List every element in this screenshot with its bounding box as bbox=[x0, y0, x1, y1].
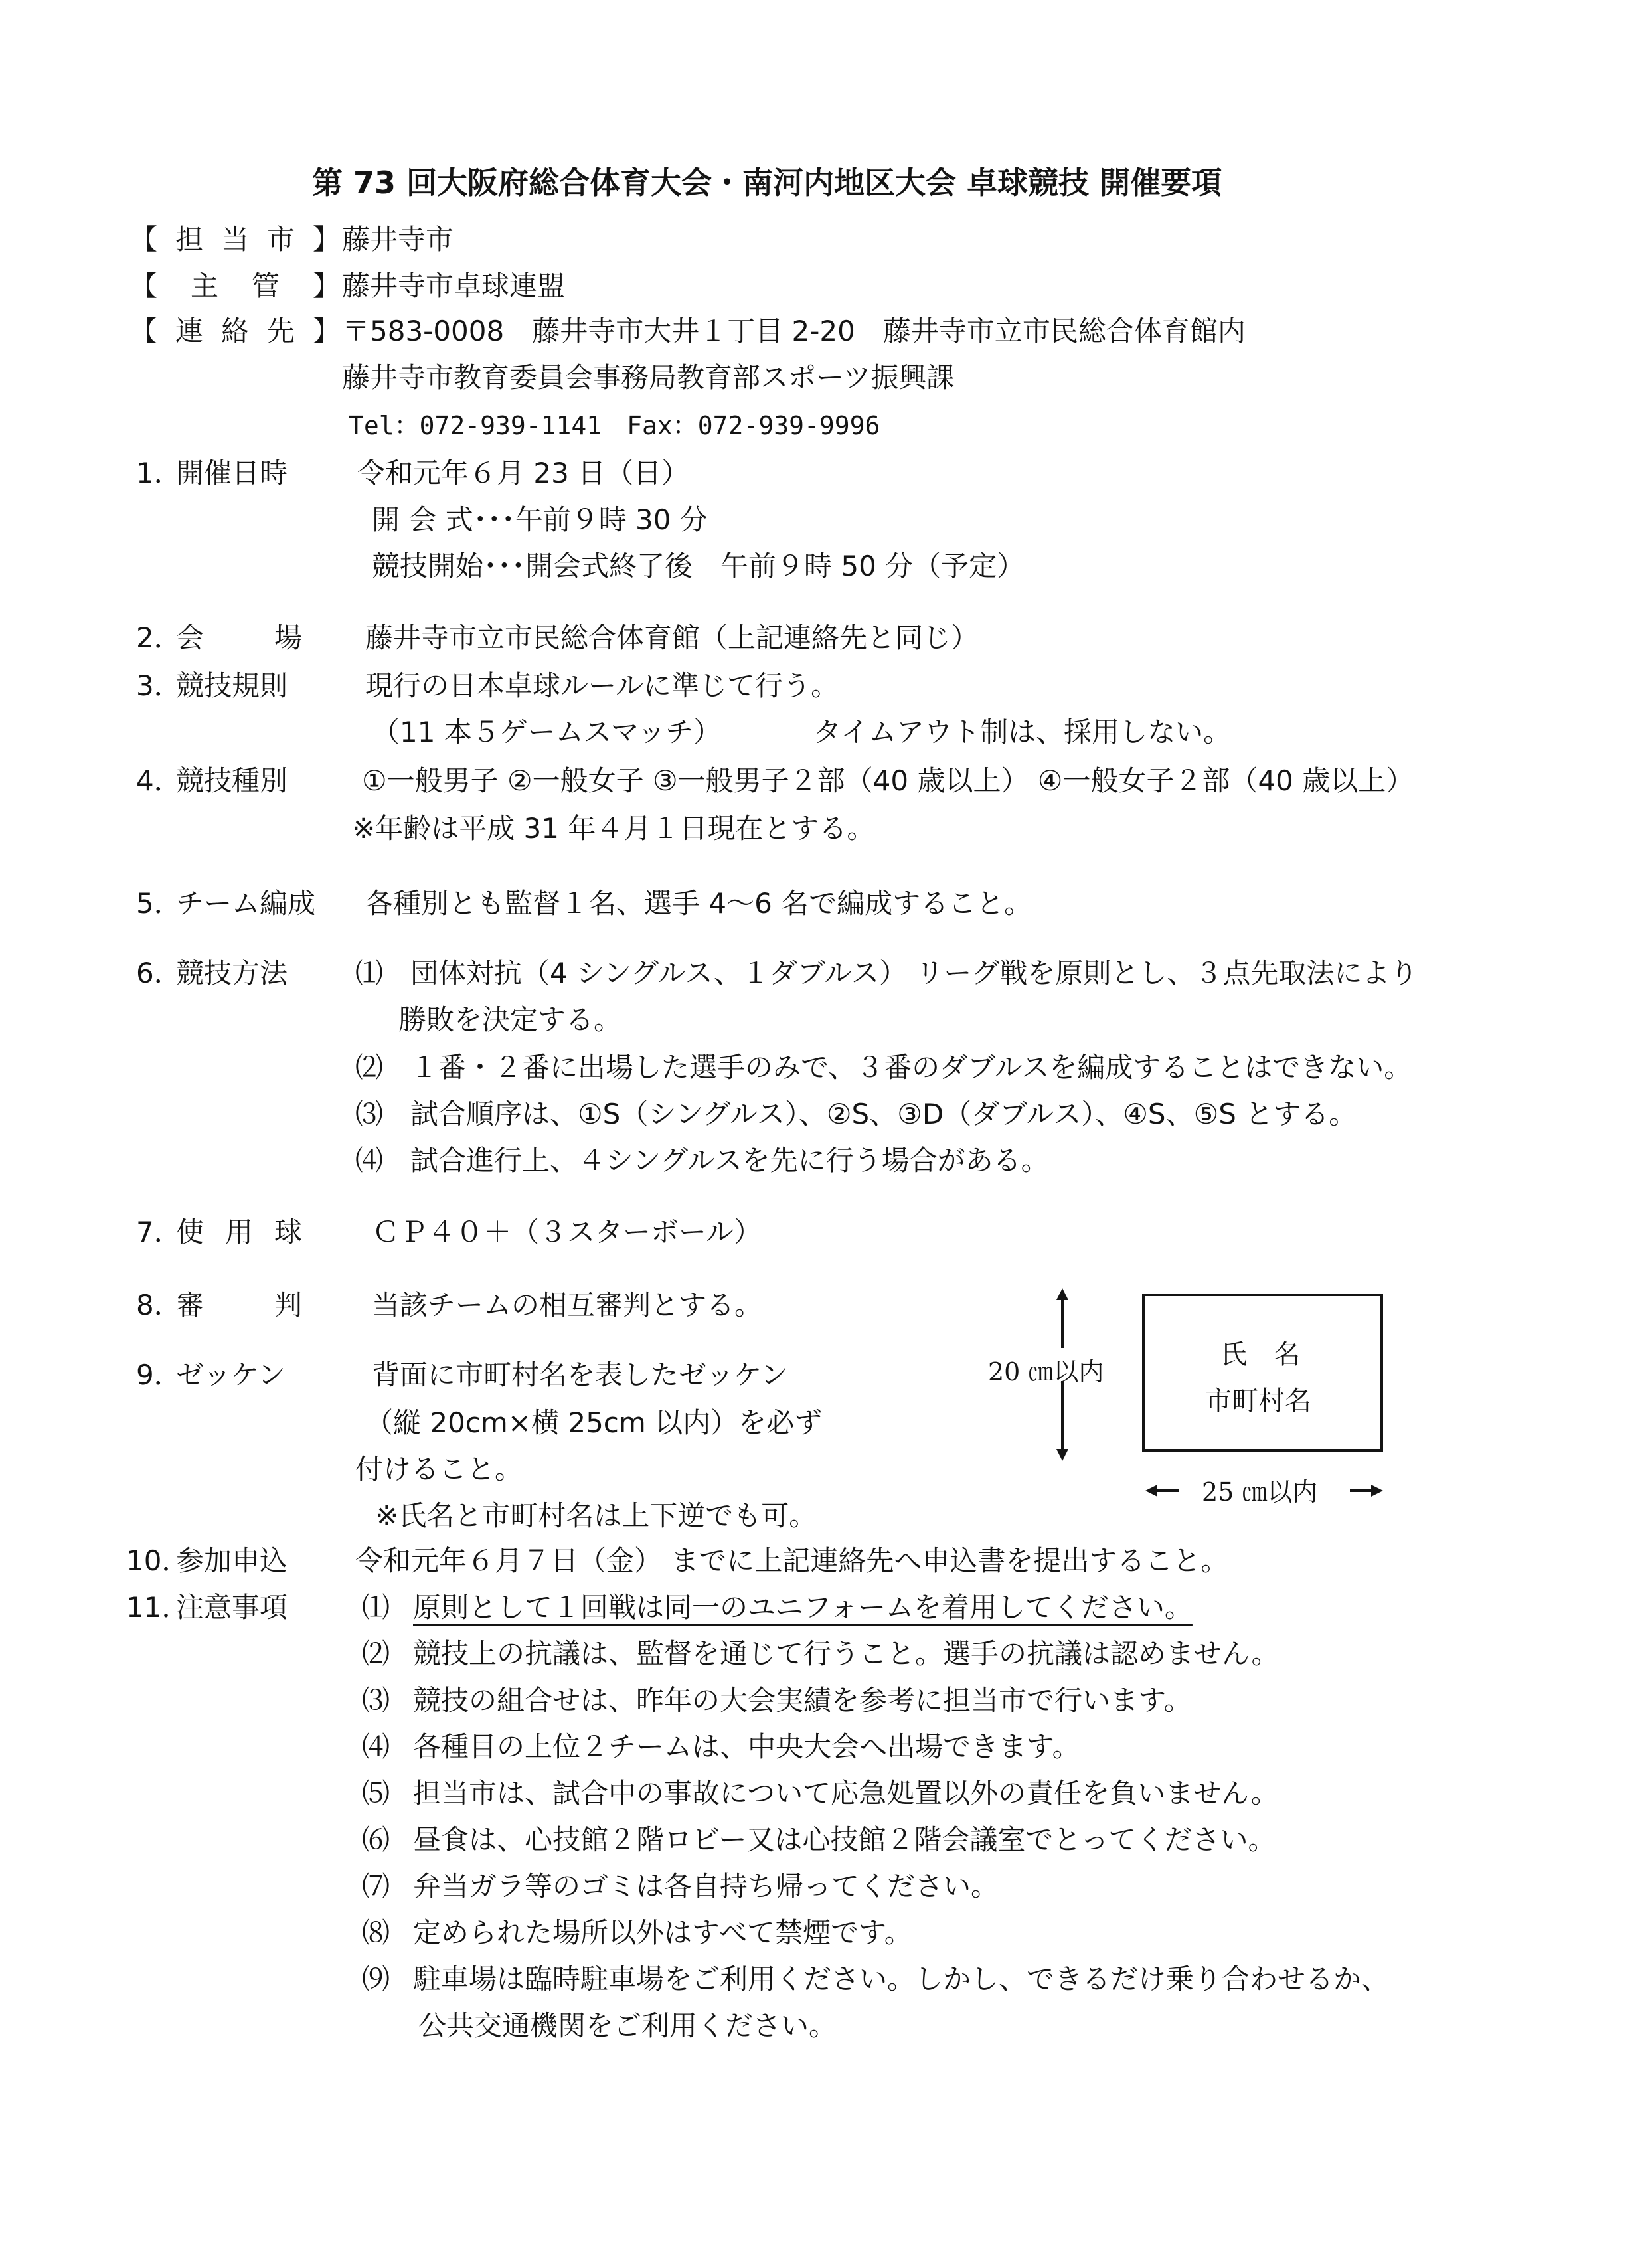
contact-phone: Tel：072-939-1141 Fax：072-939-9996 bbox=[349, 411, 880, 440]
item-1-date: 令和元年６月 23 日（日） bbox=[357, 457, 690, 489]
item-9-label: ゼッケン bbox=[176, 1359, 286, 1391]
contact-label: 【 連 絡 先 】 bbox=[129, 315, 341, 347]
item-3-text: 現行の日本卓球ルールに準じて行う。 bbox=[365, 669, 839, 702]
item-11-list-text: 競技の組合せは、昨年の大会実績を参考に担当市で行います。 bbox=[413, 1684, 1192, 1716]
item-10-text: 令和元年６月７日（金） までに上記連絡先へ申込書を提出すること。 bbox=[355, 1545, 1229, 1577]
item-2-number: 2． bbox=[136, 622, 182, 654]
item-11-number: 11． bbox=[126, 1591, 190, 1624]
item-6-list-text: １番・２番に出場した選手のみで、３番のダブルスを編成することはできない。 bbox=[410, 1051, 1412, 1084]
item-9-line3: 付けること。 bbox=[355, 1453, 523, 1485]
contact-dept: 藤井寺市教育委員会事務局教育部スポーツ振興課 bbox=[342, 361, 955, 394]
width-arrow-left bbox=[1145, 1481, 1185, 1501]
item-11-list-text: 担当市は、試合中の事故について応急処置以外の責任を負いません。 bbox=[413, 1777, 1279, 1809]
item-6-list-num: ⑷ bbox=[355, 1144, 384, 1177]
item-11-list-num: ⑸ bbox=[362, 1777, 390, 1809]
item-11-list-text: 各種目の上位２チームは、中央大会へ出場できます。 bbox=[413, 1730, 1080, 1763]
item-11-list-num: ⑶ bbox=[362, 1684, 390, 1716]
item-3-number: 3． bbox=[136, 669, 182, 702]
item-7-ball: ＣＰ４０＋（３スターボール） bbox=[372, 1216, 762, 1248]
item-6-list-text: 試合順序は、①S（シングルス）、②S、③D（ダブルス）、④S、⑤S とする。 bbox=[410, 1098, 1357, 1130]
item-11-list-num: ⑻ bbox=[362, 1916, 390, 1949]
bib-box bbox=[1142, 1294, 1383, 1452]
item-9-number: 9． bbox=[136, 1359, 182, 1391]
item-9-note: ※氏名と市町村名は上下逆でも可。 bbox=[375, 1499, 817, 1532]
item-11-list-text: 競技上の抗議は、監督を通じて行うこと。選手の抗議は認めません。 bbox=[413, 1637, 1280, 1670]
item-1-start: 競技開始･･･開会式終了後 午前９時 50 分（予定） bbox=[372, 550, 1025, 582]
item-6-label: 競技方法 bbox=[176, 957, 288, 989]
host-value: 藤井寺市 bbox=[342, 223, 454, 256]
item-2-venue: 藤井寺市立市民総合体育館（上記連絡先と同じ） bbox=[365, 622, 979, 654]
item-11-list-num: ⑷ bbox=[362, 1730, 390, 1763]
item-8-label: 審 判 bbox=[176, 1289, 302, 1321]
item-4-label: 競技種別 bbox=[176, 764, 288, 797]
item-11-list-text: 弁当ガラ等のゴミは各自持ち帰ってください。 bbox=[413, 1870, 999, 1902]
item-4-note: ※年齢は平成 31 年４月１日現在とする。 bbox=[352, 812, 875, 845]
item-1-label: 開催日時 bbox=[176, 457, 288, 489]
item-10-number: 10． bbox=[126, 1545, 190, 1577]
item-3-sub2: タイムアウト制は、採用しない。 bbox=[813, 716, 1232, 748]
item-5-text: 各種別とも監督１名、選手 4～6 名で編成すること。 bbox=[365, 887, 1032, 920]
item-8-number: 8． bbox=[136, 1289, 182, 1321]
item-4-categories: ①一般男子 ②一般女子 ③一般男子２部（40 歳以上） ④一般女子２部（40 歳以上） bbox=[362, 764, 1414, 797]
item-6-list-text: 試合進行上、４シングルスを先に行う場合がある。 bbox=[410, 1144, 1049, 1177]
item-11-list-text: 駐車場は臨時駐車場をご利用ください。しかし、できるだけ乗り合わせるか、 bbox=[413, 1963, 1390, 1995]
item-11-list-num: ⑹ bbox=[362, 1823, 390, 1856]
item-6-list-num: ⑴ bbox=[355, 957, 384, 989]
height-label: 20 ㎝以内 bbox=[988, 1357, 1104, 1386]
item-1-ceremony: 開 会 式･･･午前９時 30 分 bbox=[372, 503, 708, 536]
item-8-text: 当該チームの相互審判とする。 bbox=[372, 1289, 763, 1321]
item-6-number: 6． bbox=[136, 957, 182, 989]
item-1-number: 1． bbox=[136, 457, 182, 489]
item-3-sub1: （11 本５ゲームスマッチ） bbox=[372, 716, 722, 748]
organizer-label: 【 主 管 】 bbox=[129, 270, 341, 302]
item-6-list-text: 団体対抗（4 シングルス、１ダブルス） リーグ戦を原則とし、３点先取法により bbox=[410, 957, 1418, 989]
item-2-label: 会 場 bbox=[176, 622, 302, 654]
document-title: 第 73 回大阪府総合体育大会・南河内地区大会 卓球競技 開催要項 bbox=[312, 165, 1222, 201]
item-5-label: チーム編成 bbox=[176, 887, 316, 920]
item-11-list-num: ⑺ bbox=[362, 1870, 390, 1902]
width-label: 25 ㎝以内 bbox=[1202, 1477, 1318, 1507]
item-11-list-num: ⑴ bbox=[362, 1591, 390, 1624]
item-6-list-num: ⑶ bbox=[355, 1098, 384, 1130]
item-6-list-num: ⑵ bbox=[355, 1051, 384, 1084]
item-11-list-num: ⑵ bbox=[362, 1637, 390, 1670]
bib-city-text: 市町村名 bbox=[1205, 1386, 1311, 1416]
contact-address: 〒583-0008 藤井寺市大井１丁目 2-20 藤井寺市立市民総合体育館内 bbox=[342, 315, 1246, 347]
bib-name-text: 氏 名 bbox=[1220, 1339, 1300, 1370]
width-arrow-right bbox=[1345, 1481, 1384, 1501]
item-11-list-text: 昼食は、心技館２階ロビー又は心技館２階会議室でとってください。 bbox=[413, 1823, 1276, 1856]
host-label: 【 担 当 市 】 bbox=[129, 223, 341, 256]
item-9-line2: （縦 20cm×横 25cm 以内）を必ず bbox=[365, 1406, 823, 1439]
item-7-label: 使 用 球 bbox=[176, 1216, 302, 1248]
item-11-list-num: ⑼ bbox=[362, 1963, 390, 1995]
organizer-value: 藤井寺市卓球連盟 bbox=[342, 270, 566, 302]
item-7-number: 7． bbox=[136, 1216, 182, 1248]
item-5-number: 5． bbox=[136, 887, 182, 920]
item-11-label: 注意事項 bbox=[176, 1591, 288, 1624]
item-11-list-cont: 公共交通機関をご利用ください。 bbox=[418, 2009, 837, 2042]
item-9-line1: 背面に市町村名を表したゼッケン bbox=[372, 1359, 789, 1391]
item-11-list-text: 原則として１回戦は同一のユニフォームを着用してください。 bbox=[413, 1591, 1193, 1624]
item-11-list-text: 定められた場所以外はすべて禁煙です。 bbox=[413, 1916, 912, 1949]
item-3-label: 競技規則 bbox=[176, 669, 288, 702]
item-10-label: 参加申込 bbox=[176, 1545, 288, 1577]
item-4-number: 4． bbox=[136, 764, 182, 797]
item-6-list-cont: 勝敗を決定する。 bbox=[398, 1003, 622, 1036]
